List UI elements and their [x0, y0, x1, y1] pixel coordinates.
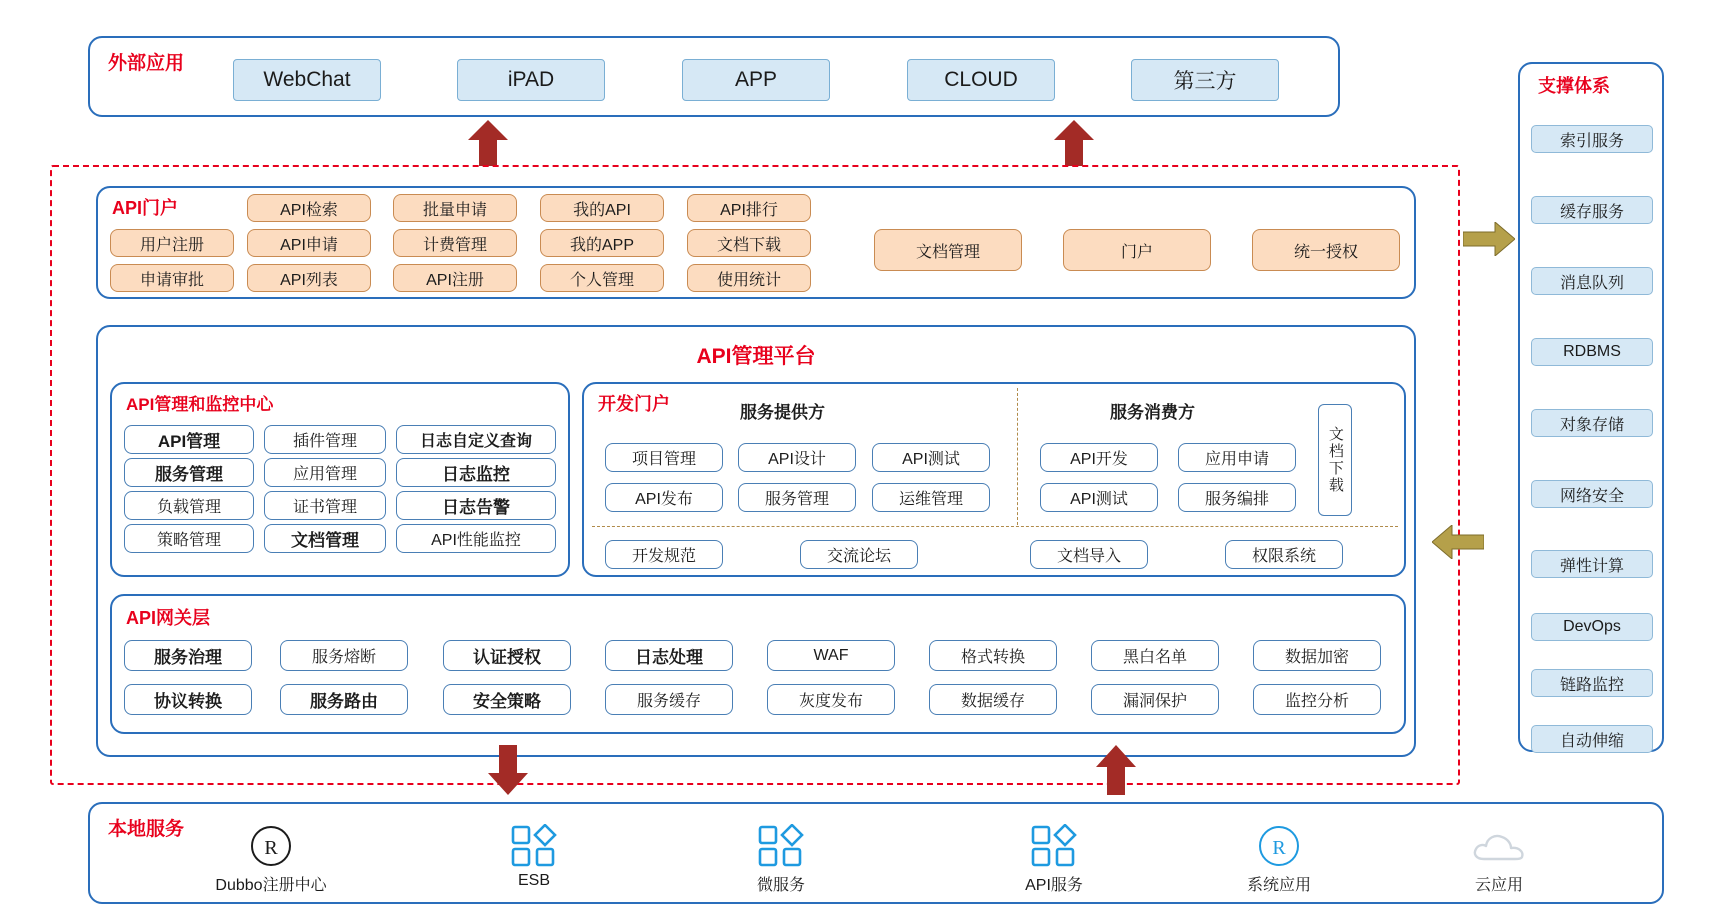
support-system-title: 支撑体系 [1538, 76, 1610, 96]
monitor-chip-app-management[interactable]: 应用管理 [264, 458, 386, 487]
svg-text:R: R [264, 837, 278, 859]
support-chip-devops[interactable]: DevOps [1531, 613, 1653, 641]
monitor-chip-load-management[interactable]: 负载管理 [124, 491, 254, 520]
dev-chip-service-orchestration[interactable]: 服务编排 [1178, 483, 1296, 512]
external-app-ipad[interactable]: iPAD [457, 59, 605, 101]
api-portal-title: API门户 [112, 198, 179, 218]
registry-circle-r-icon [249, 824, 293, 868]
gateway-chip-format-conversion[interactable]: 格式转换 [929, 640, 1057, 671]
monitor-chip-api-management[interactable]: API管理 [124, 425, 254, 454]
gateway-chip-security-policy[interactable]: 安全策略 [443, 684, 571, 715]
monitor-chip-doc-management[interactable]: 文档管理 [264, 524, 386, 553]
support-chip-rdbms[interactable]: RDBMS [1531, 338, 1653, 366]
local-service-label-system-app: 系统应用 [1246, 877, 1311, 894]
monitor-chip-log-custom-query[interactable]: 日志自定义查询 [396, 425, 556, 454]
monitor-chip-log-alarm[interactable]: 日志告警 [396, 491, 556, 520]
support-chip-link-monitoring[interactable]: 链路监控 [1531, 669, 1653, 697]
gateway-chip-protocol-conversion[interactable]: 协议转换 [124, 684, 252, 715]
api-gateway-title: API网关层 [126, 608, 211, 628]
portal-chip-billing[interactable]: 计费管理 [393, 229, 517, 257]
support-chip-auto-scaling[interactable]: 自动伸缩 [1531, 725, 1653, 753]
portal-chip-api-apply[interactable]: API申请 [247, 229, 371, 257]
portal-chip-personal-mgmt[interactable]: 个人管理 [540, 264, 664, 292]
portal-chip-api-list[interactable]: API列表 [247, 264, 371, 292]
portal-chip-batch-apply[interactable]: 批量申请 [393, 194, 517, 222]
portal-chip-portal[interactable]: 门户 [1063, 229, 1211, 271]
portal-chip-api-search[interactable]: API检索 [247, 194, 371, 222]
dev-chip-project-management[interactable]: 项目管理 [605, 443, 723, 472]
support-chip-index-service[interactable]: 索引服务 [1531, 125, 1653, 153]
dev-portal-horizontal-divider [592, 526, 1398, 527]
external-apps-title: 外部应用 [108, 53, 185, 74]
dev-chip-api-develop[interactable]: API开发 [1040, 443, 1158, 472]
gateway-chip-monitoring-analysis[interactable]: 监控分析 [1253, 684, 1381, 715]
gateway-chip-log-processing[interactable]: 日志处理 [605, 640, 733, 671]
monitor-chip-api-perf-monitor[interactable]: API性能监控 [396, 524, 556, 553]
dev-chip-api-test-consumer[interactable]: API测试 [1040, 483, 1158, 512]
portal-chip-api-register[interactable]: API注册 [393, 264, 517, 292]
local-service-label-dubbo: Dubbo注册中心 [215, 877, 327, 894]
support-chip-object-storage[interactable]: 对象存储 [1531, 409, 1653, 437]
gateway-chip-auth[interactable]: 认证授权 [443, 640, 571, 671]
blocks-icon [510, 824, 558, 868]
arrow-up-local-icon [1094, 745, 1138, 795]
dev-portal-consumer-heading: 服务消费方 [1110, 403, 1195, 422]
dev-portal-provider-heading: 服务提供方 [740, 403, 825, 422]
cloud-icon [1470, 828, 1528, 868]
monitor-chip-plugin-management[interactable]: 插件管理 [264, 425, 386, 454]
support-chip-elastic-computing[interactable]: 弹性计算 [1531, 550, 1653, 578]
dev-portal-title: 开发门户 [598, 394, 670, 414]
monitor-chip-service-management[interactable]: 服务管理 [124, 458, 254, 487]
portal-chip-my-api[interactable]: 我的API [540, 194, 664, 222]
portal-chip-doc-download[interactable]: 文档下载 [687, 229, 811, 257]
dev-chip-api-design[interactable]: API设计 [738, 443, 856, 472]
dev-chip-ops-management[interactable]: 运维管理 [872, 483, 990, 512]
portal-chip-my-app[interactable]: 我的APP [540, 229, 664, 257]
external-app-third-party[interactable]: 第三方 [1131, 59, 1279, 101]
monitor-chip-cert-management[interactable]: 证书管理 [264, 491, 386, 520]
local-service-label-api-service: API服务 [1025, 877, 1083, 894]
gateway-chip-gray-release[interactable]: 灰度发布 [767, 684, 895, 715]
support-chip-message-queue[interactable]: 消息队列 [1531, 267, 1653, 295]
dev-chip-api-test-provider[interactable]: API测试 [872, 443, 990, 472]
external-app-webchat[interactable]: WebChat [233, 59, 381, 101]
api-management-platform-title: API管理平台 [696, 345, 816, 368]
dev-portal-vertical-divider [1017, 388, 1018, 525]
portal-chip-usage-stats[interactable]: 使用统计 [687, 264, 811, 292]
local-services-title: 本地服务 [108, 819, 185, 840]
blocks-icon [1030, 824, 1078, 868]
dev-chip-doc-download-vertical[interactable]: 文档下载 [1318, 404, 1352, 516]
monitor-chip-log-monitor[interactable]: 日志监控 [396, 458, 556, 487]
dev-chip-dev-standards[interactable]: 开发规范 [605, 540, 723, 569]
arrow-down-left-icon [486, 745, 530, 795]
portal-chip-api-ranking[interactable]: API排行 [687, 194, 811, 222]
portal-chip-unified-auth[interactable]: 统一授权 [1252, 229, 1400, 271]
dev-chip-permission-system[interactable]: 权限系统 [1225, 540, 1343, 569]
dev-chip-app-apply[interactable]: 应用申请 [1178, 443, 1296, 472]
support-chip-cache-service[interactable]: 缓存服务 [1531, 196, 1653, 224]
arrow-up-left-icon [466, 120, 510, 166]
dev-chip-service-management[interactable]: 服务管理 [738, 483, 856, 512]
portal-chip-apply-approval[interactable]: 申请审批 [110, 264, 234, 292]
gateway-chip-service-governance[interactable]: 服务治理 [124, 640, 252, 671]
gateway-chip-service-fusing[interactable]: 服务熔断 [280, 640, 408, 671]
gateway-chip-blacklist-whitelist[interactable]: 黑白名单 [1091, 640, 1219, 671]
arrow-up-right-icon [1052, 120, 1096, 166]
portal-chip-user-register[interactable]: 用户注册 [110, 229, 234, 257]
blocks-icon [757, 824, 805, 868]
dev-chip-forum[interactable]: 交流论坛 [800, 540, 918, 569]
gateway-chip-waf[interactable]: WAF [767, 640, 895, 671]
arrow-right-olive-icon [1463, 222, 1515, 256]
external-app-cloud[interactable]: CLOUD [907, 59, 1055, 101]
gateway-chip-service-routing[interactable]: 服务路由 [280, 684, 408, 715]
arrow-left-olive-icon [1432, 525, 1484, 559]
monitor-chip-policy-management[interactable]: 策略管理 [124, 524, 254, 553]
gateway-chip-vulnerability-protection[interactable]: 漏洞保护 [1091, 684, 1219, 715]
support-chip-network-security[interactable]: 网络安全 [1531, 480, 1653, 508]
gateway-chip-data-cache[interactable]: 数据缓存 [929, 684, 1057, 715]
api-monitor-center-title: API管理和监控中心 [126, 395, 274, 414]
dev-chip-doc-import[interactable]: 文档导入 [1030, 540, 1148, 569]
registry-circle-r-icon [1257, 824, 1301, 868]
local-service-label-cloud-app: 云应用 [1474, 877, 1523, 894]
support-system-panel [1518, 62, 1664, 752]
gateway-chip-data-encryption[interactable]: 数据加密 [1253, 640, 1381, 671]
svg-text:R: R [1272, 837, 1286, 859]
local-service-label-microservice: 微服务 [756, 877, 805, 894]
local-service-label-esb: ESB [517, 872, 550, 889]
dev-chip-api-publish[interactable]: API发布 [605, 483, 723, 512]
external-app-app[interactable]: APP [682, 59, 830, 101]
gateway-chip-service-cache[interactable]: 服务缓存 [605, 684, 733, 715]
portal-chip-doc-management[interactable]: 文档管理 [874, 229, 1022, 271]
